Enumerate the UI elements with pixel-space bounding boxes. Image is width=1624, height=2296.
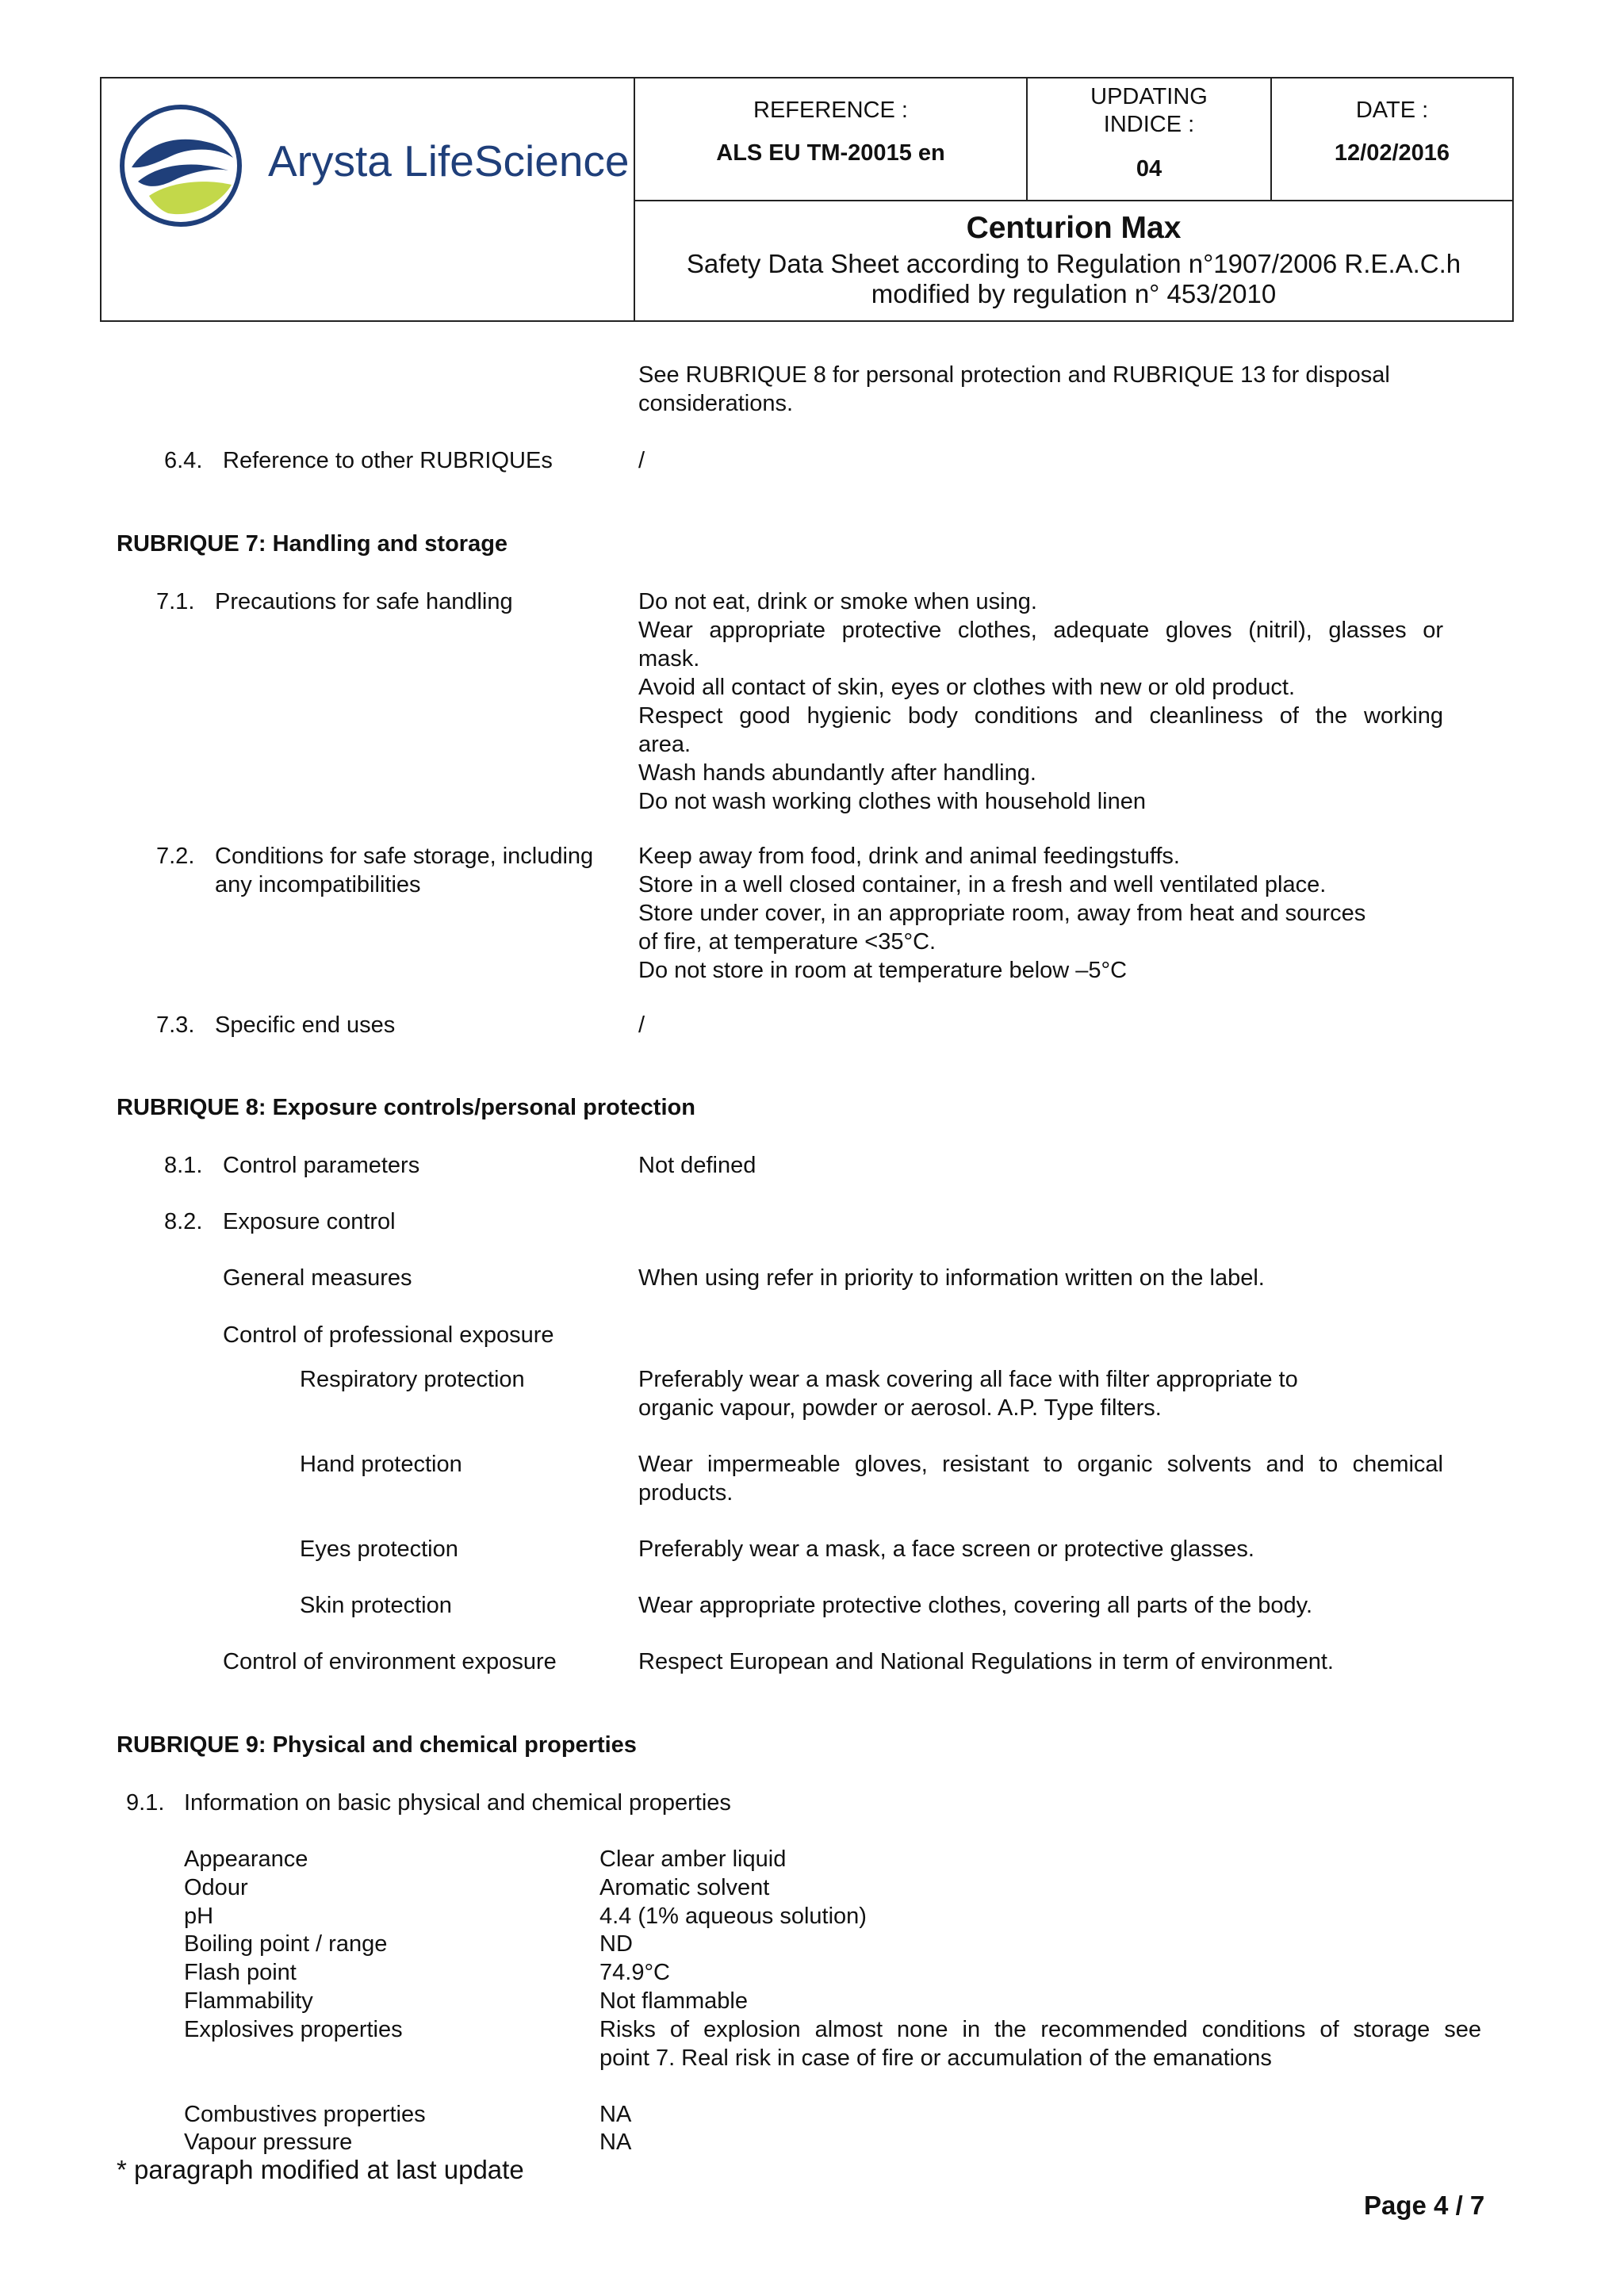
sub-value: Respect European and National Regulations in term of environment. — [638, 1649, 1334, 1674]
value-line: Do not eat, drink or smoke when using. — [638, 589, 1037, 614]
sub-label: Respiratory protection — [300, 1367, 525, 1392]
product-name: Centurion Max — [966, 211, 1182, 245]
sub-label: Eyes protection — [300, 1536, 458, 1562]
header-subtitle: modified by regulation n° 453/2010 — [871, 279, 1277, 308]
document-header — [100, 77, 1514, 322]
property-label: Explosives properties — [184, 2017, 403, 2042]
property-value: point 7. Real risk in case of fire or accumulation of the emanations — [599, 2045, 1272, 2071]
reference-value: ALS EU TM-20015 en — [716, 140, 945, 166]
sub-label: Control of environment exposure — [223, 1649, 557, 1674]
section-title: RUBRIQUE 9: Physical and chemical properties — [117, 1732, 637, 1758]
sub-value: Wear appropriate protective clothes, covering all parts of the body. — [638, 1593, 1313, 1618]
updating-value: 04 — [1136, 156, 1162, 182]
value-line: Store under cover, in an appropriate room, away from heat and sources — [638, 901, 1366, 926]
property-value: Risks of explosion almost none in the recommended conditions of storage see — [599, 2017, 1481, 2042]
item-label: Control parameters — [223, 1153, 420, 1178]
value-line: Avoid all contact of skin, eyes or clothes with new or old product. — [638, 675, 1296, 700]
property-label: Vapour pressure — [184, 2130, 353, 2155]
sub-value: organic vapour, powder or aerosol. A.P. Type filters. — [638, 1395, 1162, 1421]
value-line: Keep away from food, drink and animal feedingstuffs. — [638, 844, 1180, 869]
item-value: / — [638, 448, 645, 473]
property-label: Flammability — [184, 1988, 313, 2014]
item-label: any incompatibilities — [215, 872, 421, 897]
property-value: NA — [599, 2102, 632, 2127]
updating-label: UPDATING — [1090, 84, 1208, 109]
item-number: 7.2. — [156, 844, 195, 869]
section-title: RUBRIQUE 8: Exposure controls/personal protection — [117, 1095, 695, 1120]
section-title: RUBRIQUE 7: Handling and storage — [117, 531, 508, 557]
item-value: Not defined — [638, 1153, 756, 1178]
sub-label: Skin protection — [300, 1593, 452, 1618]
sub-value: Preferably wear a mask covering all face with filter appropriate to — [638, 1367, 1298, 1392]
value-line: Store in a well closed container, in a fresh and well ventilated place. — [638, 872, 1327, 897]
item-number: 7.1. — [156, 589, 195, 614]
sub-value: When using refer in priority to information written on the label. — [638, 1265, 1265, 1291]
property-value: NA — [599, 2130, 632, 2155]
item-value: / — [638, 1012, 645, 1038]
property-value: Clear amber liquid — [599, 1846, 787, 1872]
value-line: Wash hands abundantly after handling. — [638, 760, 1036, 786]
property-label: Combustives properties — [184, 2102, 426, 2127]
sub-value: Wear impermeable gloves, resistant to organic solvents and to chemical — [638, 1452, 1443, 1477]
logo-text: Arysta LifeScience — [268, 136, 630, 186]
property-value: Not flammable — [599, 1988, 748, 2014]
value-line: of fire, at temperature <35°C. — [638, 929, 936, 955]
value-line: Do not wash working clothes with household linen — [638, 789, 1146, 814]
reference-label: REFERENCE : — [753, 98, 908, 123]
sub-value: products. — [638, 1480, 733, 1506]
sub-label: General measures — [223, 1265, 412, 1291]
item-value-block — [638, 587, 1443, 816]
item-number: 9.1. — [126, 1790, 165, 1816]
intro-text: See RUBRIQUE 8 for personal protection and RUBRIQUE 13 for disposal — [638, 362, 1390, 388]
item-label: Specific end uses — [215, 1012, 396, 1038]
item-number: 6.4. — [164, 448, 203, 473]
company-logo — [117, 102, 244, 229]
value-line: mask. — [638, 646, 700, 672]
header-subtitle: Safety Data Sheet according to Regulation n°1907/2006 R.E.A.C.h — [686, 249, 1461, 278]
sub-value: Preferably wear a mask, a face screen or protective glasses. — [638, 1536, 1254, 1562]
sub-label: Hand protection — [300, 1452, 462, 1477]
value-line: area. — [638, 732, 691, 757]
property-value: 4.4 (1% aqueous solution) — [599, 1904, 867, 1929]
footer-note: * paragraph modified at last update — [117, 2155, 524, 2184]
property-value: Aromatic solvent — [599, 1875, 770, 1900]
property-value: 74.9°C — [599, 1960, 670, 1985]
item-number: 7.3. — [156, 1012, 195, 1038]
item-label: Exposure control — [223, 1209, 396, 1234]
page-number: Page 4 / 7 — [1364, 2191, 1485, 2220]
date-label: DATE : — [1355, 98, 1429, 123]
item-label: Precautions for safe handling — [215, 589, 513, 614]
item-value-block — [638, 842, 1431, 985]
item-label: Conditions for safe storage, including — [215, 844, 594, 869]
intro-text: considerations. — [638, 391, 794, 416]
updating-label: INDICE : — [1103, 112, 1195, 137]
property-label: Flash point — [184, 1960, 297, 1985]
date-value: 12/02/2016 — [1334, 140, 1450, 166]
value-line: Do not store in room at temperature below –5°C — [638, 958, 1128, 983]
property-value: ND — [599, 1931, 633, 1957]
value-line: Respect good hygienic body conditions and cleanliness of the working — [638, 703, 1443, 729]
item-label: Reference to other RUBRIQUEs — [223, 448, 553, 473]
property-label: Odour — [184, 1875, 248, 1900]
value-line: Wear appropriate protective clothes, adequate gloves (nitril), glasses or — [638, 618, 1443, 643]
property-label: pH — [184, 1904, 214, 1929]
logo-emblem-icon — [117, 102, 244, 229]
item-number: 8.1. — [164, 1153, 203, 1178]
property-label: Boiling point / range — [184, 1931, 388, 1957]
item-number: 8.2. — [164, 1209, 203, 1234]
sub-label: Control of professional exposure — [223, 1322, 554, 1348]
header-divider — [634, 200, 1512, 201]
property-label: Appearance — [184, 1846, 308, 1872]
item-label: Information on basic physical and chemical properties — [184, 1790, 731, 1816]
